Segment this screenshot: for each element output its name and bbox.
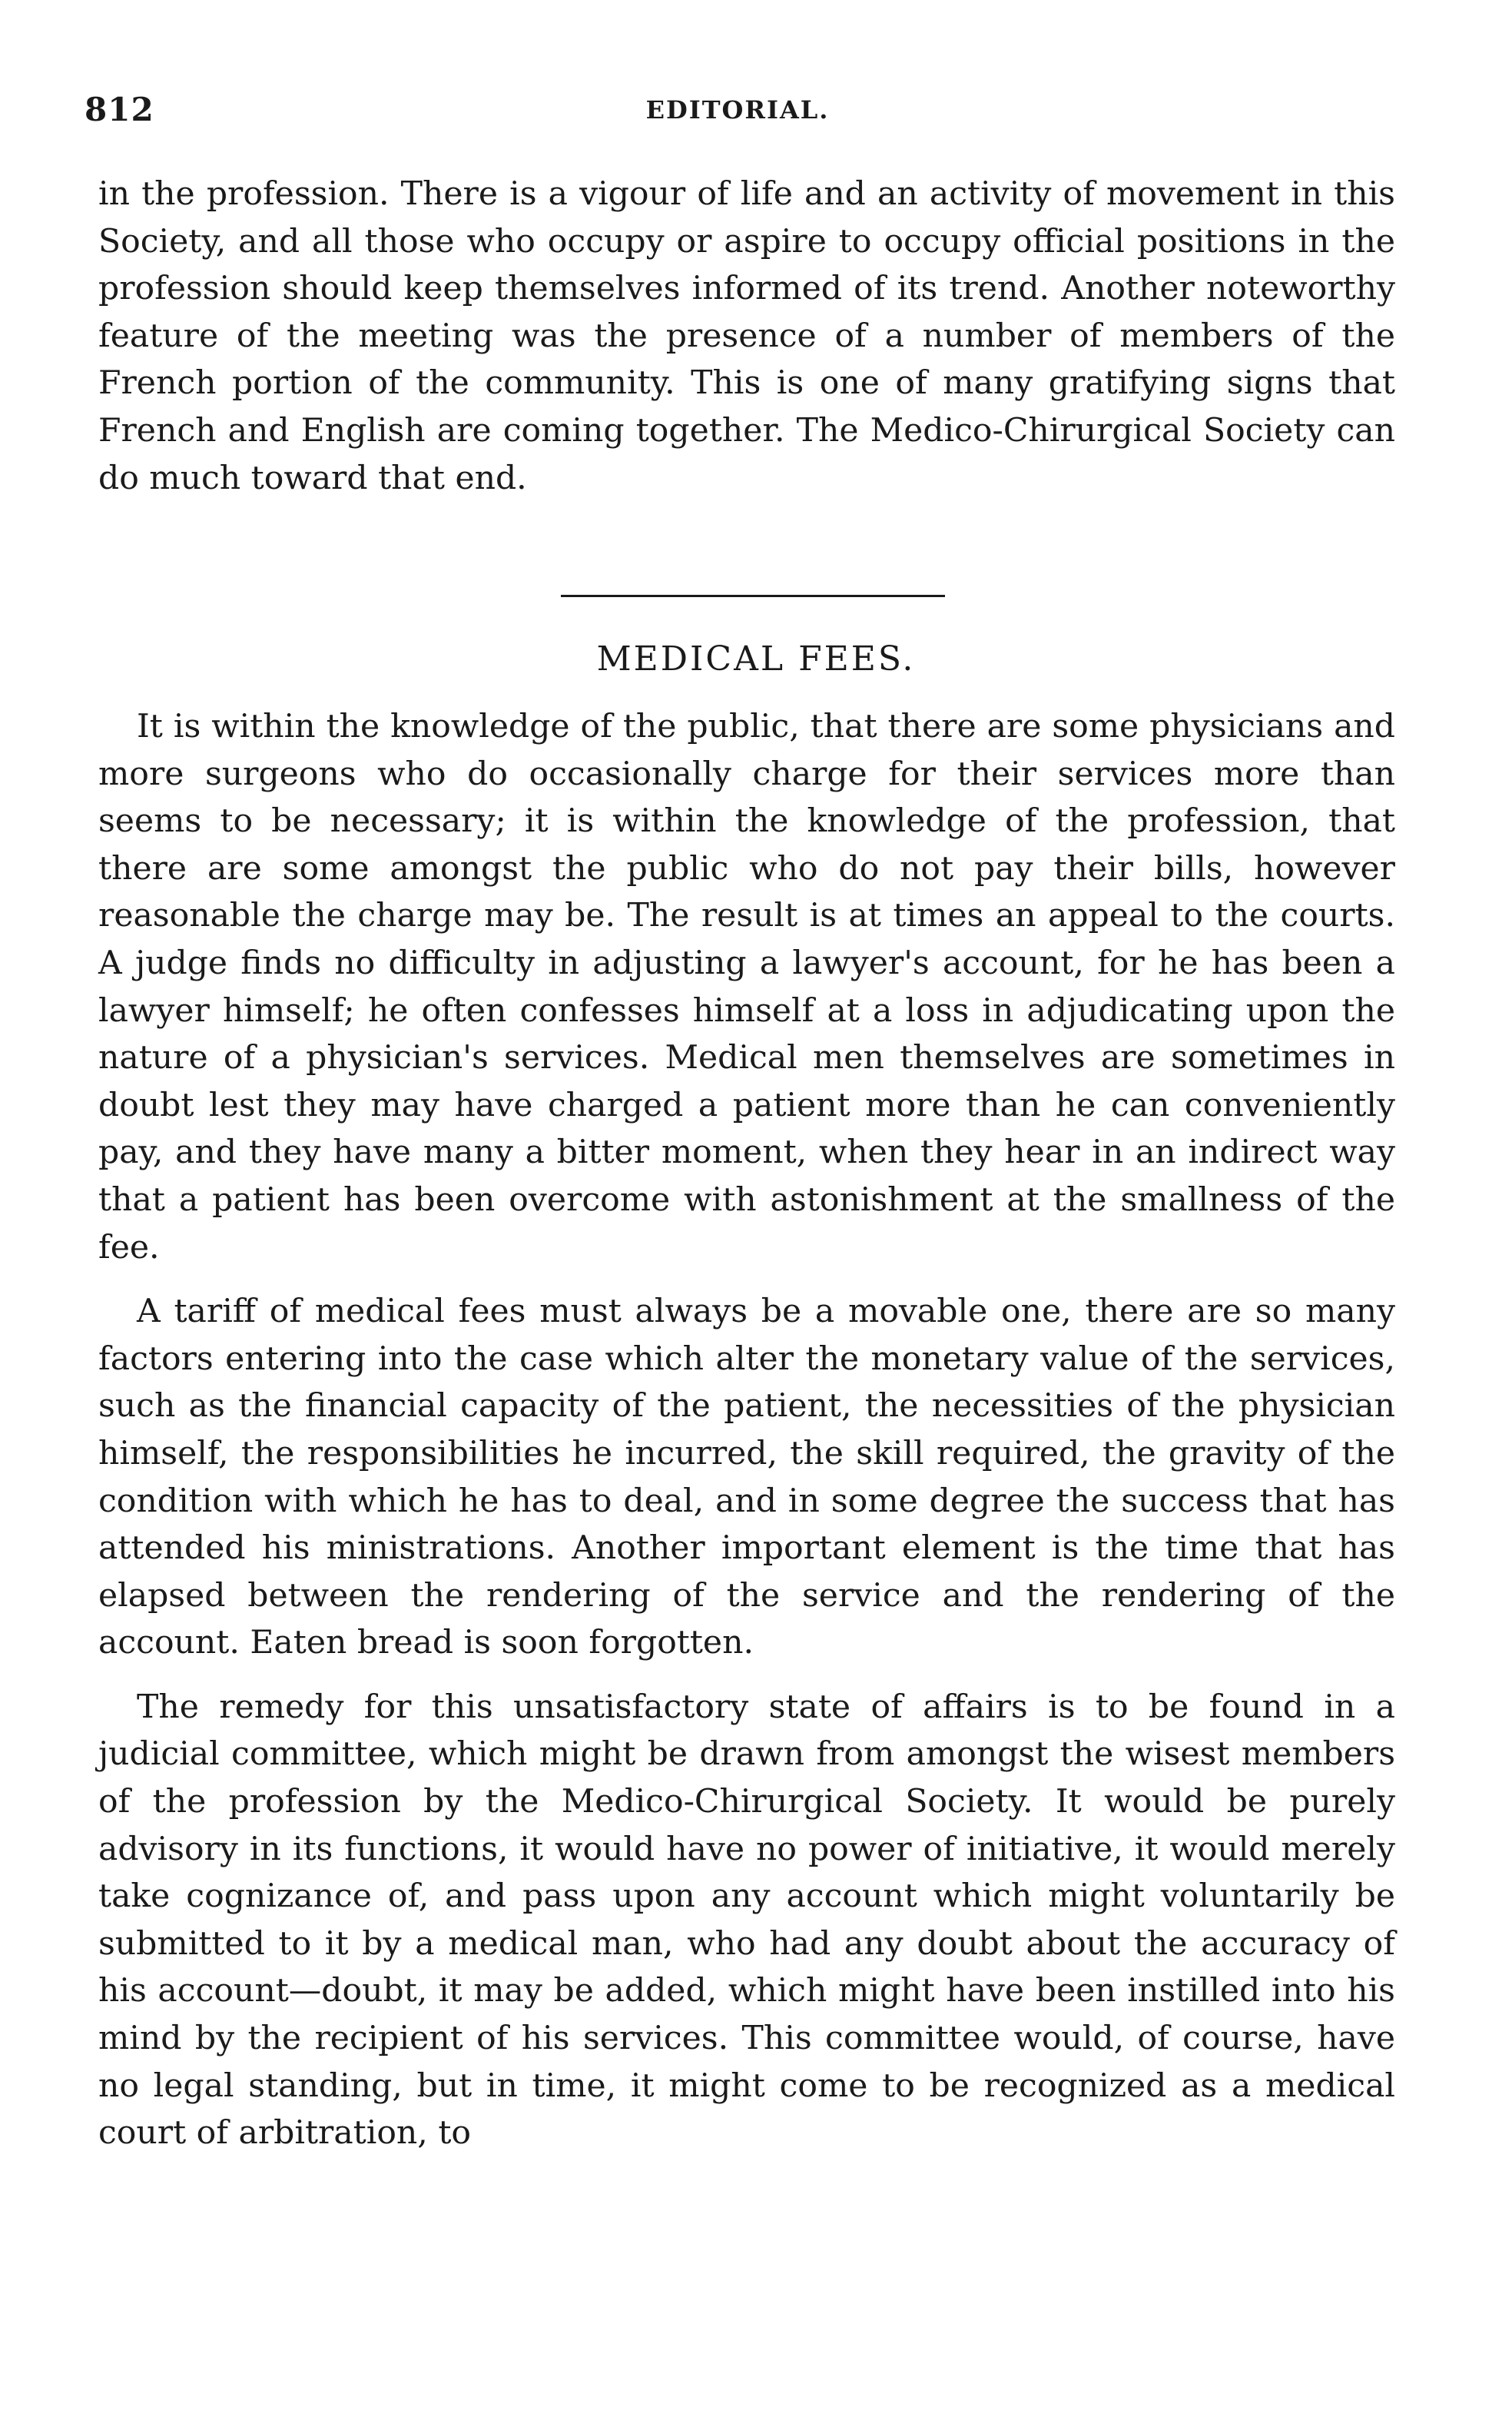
- article-paragraph: The remedy for this unsatisfactory state of affairs is to be found in a judicial committee, which might be drawn from amongst the wisest members of the profession by the Medico-Chirurgical Society. It would be purely advisory in its functions, it would have no power of initiative, it would merely take cognizance of, and pass upon any account which might voluntarily be submitted to it by a medical man, who had any doubt about the accuracy of his account—doubt, it may be added, which might have been instilled into his mind by the recipient of his services. This committee would, of course, have no legal standing, but in time, it might come to be recognized as a medical court of arbitration, to: [98, 1688, 1395, 2153]
- intro-paragraph-block: [98, 171, 1395, 502]
- page-number: 812: [85, 91, 154, 128]
- article-body: [98, 703, 1395, 2157]
- section-title: MEDICAL FEES.: [596, 639, 916, 679]
- page-header: [85, 91, 1391, 137]
- section-divider: [561, 595, 945, 597]
- intro-paragraph: in the profession. There is a vigour of life and an activity of movement in this Society, and all those who occupy or aspire to occupy official positions in the profession should keep themselves informed of its trend. Another noteworthy feature of the meeting was the presence of a number of members of the French portion of the community. This is one of many gratifying signs that French and English are coming together. The Medico-Chirurgical Society can do much toward that end.: [98, 175, 1395, 497]
- running-head: EDITORIAL.: [645, 95, 830, 124]
- article-paragraph: A tariff of medical fees must always be a movable one, there are so many factors entering into the case which alter the monetary value of the services, such as the financial capacity of the patient, the necessities of the physician himself, the responsibilities he incurred, the skill required, the gravity of the condition with which he has to deal, and in some degree the success that has attended his ministrations. Another important element is the time that has elapsed between the rendering of the service and the rendering of the account. Eaten bread is soon forgotten.: [98, 1293, 1395, 1662]
- article-paragraph: It is within the knowledge of the public, that there are some physicians and more surgeons who do occasionally charge for their services more than seems to be necessary; it is within the knowledge of the profession, that there are some amongst the public who do not pay their bills, however reasonable the charge may be. The result is at times an appeal to the courts. A judge finds no difficulty in adjusting a lawyer's account, for he has been a lawyer himself; he often confesses himself at a loss in adjudicating upon the nature of a physician's services. Medical men themselves are sometimes in doubt lest they may have charged a patient more than he can conveniently pay, and they have many a bitter moment, when they hear in an indirect way that a patient has been overcome with astonishment at the smallness of the fee.: [98, 708, 1395, 1266]
